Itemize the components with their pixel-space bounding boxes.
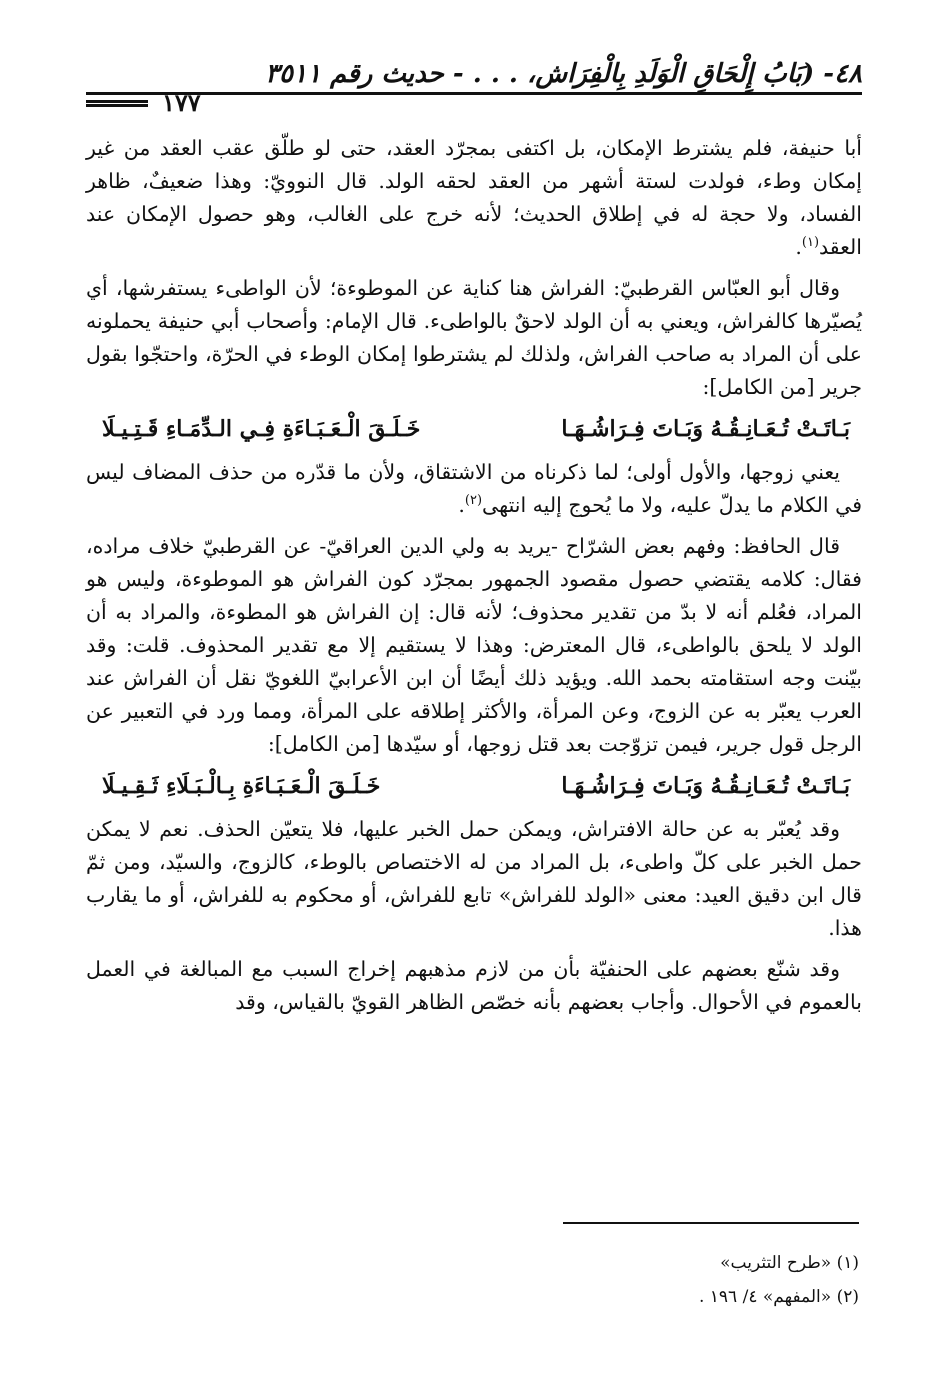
paragraph-6: وقد شنّع بعضهم على الحنفيّة بأن من لازم مذهبهم إخراج السبب مع المبالغة في العمل بالعموم في الأحوال. وأجاب بعضهم بأنه خصّص الظاهر القويّ بالقياس، وقد xyxy=(86,957,862,1014)
page-number-double-rule xyxy=(86,100,148,107)
page-number: ١٧٧ xyxy=(162,88,201,117)
paragraph-1-end: . xyxy=(795,235,802,259)
verse-2-first-hemistich: بَـاتَـتْ تُـعَـانِـقُـهُ وَبَـاتَ فِـرَاشُـهَـا xyxy=(561,773,850,799)
footnote-rule xyxy=(563,1222,859,1224)
running-title: ٤٨- (بَابُ إِلْحَاقِ الْوَلَدِ بِالْفِرَاش، . . . - حديث رقم ٣٥١١ xyxy=(265,59,862,89)
verse-1-first-hemistich: بَـاتَـتْ تُـعَـانِـقُـهُ وَبَـاتَ فِـرَاشُـهَـا xyxy=(561,416,850,442)
paragraph-3-text: يعني زوجها، والأول أولى؛ لما ذكرناه من الاشتقاق، ولأن ما قدّره من حذف المضاف ليس في الكلام ما يدلّ عليه، ولا ما يُحوج إليه انتهى xyxy=(86,460,862,517)
paragraph-1-text: أبا حنيفة، فلم يشترط الإمكان، بل اكتفى بمجرّد العقد، حتى لو طلّق عقب العقد من غير إمكان وطء، فولدت لستة أشهر من العقد لحقه الولد. قال النوويّ: وهذا ضعيفٌ، ظاهر الفساد، ولا حجة له في إطلاق الحديث؛ لأنه خرج على الغالب، وهو حصول الإمكان عند العقد xyxy=(86,136,862,259)
page-number-row xyxy=(86,88,246,118)
footnote-ref-2[interactable]: (٢) xyxy=(464,493,483,509)
verse-1-second-hemistich: خَـلَـقَ الْـعَـبَـاءَةِ فِـي الـدِّمَـاءِ قَـتِـيـلَا xyxy=(102,416,421,442)
paragraph-3-end: . xyxy=(458,493,465,517)
paragraph-3 xyxy=(86,456,862,522)
footnotes xyxy=(83,1246,859,1314)
verse-2-second-hemistich: خَـلَـقَ الْـعَـبَـاءَةِ بِـالْـبَـلَاءِ ثَـقِـيـلَا xyxy=(102,773,381,799)
paragraph-1 xyxy=(86,132,862,264)
verse-2 xyxy=(86,769,862,803)
paragraph-5: وقد يُعبّر به عن حالة الافتراش، ويمكن حمل الخبر عليها، فلا يتعيّن الحذف. نعم لا يمكن حمل الخبر على كلّ واطىء، بل المراد من له الاختصاص بالوطء، كالزوج، والسيّد، ومن ثمّ قال ابن دقيق العيد: معنى «الولد للفراش» تابع للفراش، أو محكوم به للفراش، أو ما يقارب هذا. xyxy=(86,817,862,940)
footnote-ref-1[interactable]: (١) xyxy=(801,235,820,251)
footnote-2: (٢) «المفهم» ٤/ ١٩٦ . xyxy=(698,1287,859,1307)
paragraph-2: وقال أبو العبّاس القرطبيّ: الفراش هنا كناية عن الموطوءة؛ لأن الواطىء يستفرشها، أي يُصيّرها كالفراش، ويعني به أن الولد لاحقٌ بالواطىء. قال الإمام: وأصحاب أبي حنيفة يحملونه على أن المراد به صاحب الفراش، ولذلك لم يشترطوا إمكان الوطء في الحرّة، واحتجّوا بقول جرير [من الكامل]: xyxy=(86,276,862,399)
footnote-1: (١) «طرح التثريب» xyxy=(720,1253,859,1273)
verse-1 xyxy=(86,412,862,446)
body-text xyxy=(86,132,862,1027)
paragraph-4: قال الحافظ: وفهم بعض الشرّاح -يريد به ولي الدين العراقيّ- عن القرطبيّ خلاف مراده، فقال: كلامه يقتضي حصول مقصود الجمهور بمجرّد كون الفراش هو الموطوءة، وليس هو المراد، فعُلم أنه لا بدّ من تقدير محذوف؛ لأنه قال: إن الفراش هو المطوءة، والمراد به أن الولد لا يلحق بالواطىء، قال المعترض: وهذا لا يستقيم إلا مع تقدير المحذوف. قلت: وقد بيّنت وجه استقامته بحمد الله. ويؤيد ذلك أيضًا أن ابن الأعرابيّ اللغويّ نقل أن الفراش عند العرب يعبّر به عن الزوج، وعن المرأة، والأكثر إطلاقه على المرأة، ومما ورد في التعبير عن الرجل قول جرير، فيمن تزوّجت بعد قتل زوجها، أو سيّدها [من الكامل]: xyxy=(86,534,862,756)
